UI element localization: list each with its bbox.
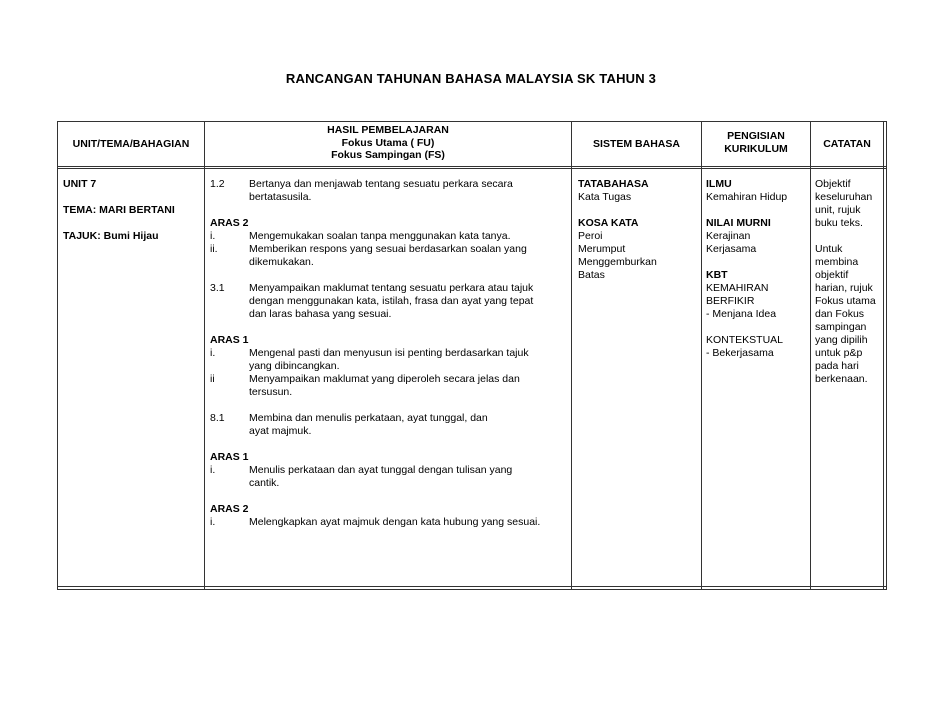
catatan-line: sampingan [815, 321, 867, 333]
hasil-line: i. Mengenal pasti dan menyusun isi penting berdasarkan tajuk [210, 347, 529, 359]
hasil-line: ii. Memberikan respons yang sesuai berdasarkan soalan yang [210, 243, 527, 255]
hasil-line: 8.1 Membina dan menulis perkataan, ayat tunggal, dan [210, 412, 488, 424]
kosa-kata-heading: KOSA KATA [578, 217, 639, 229]
column-divider [204, 122, 205, 589]
pengisian-column [706, 178, 810, 360]
catatan-line: Untuk [815, 243, 843, 255]
tatabahasa-heading: TATABAHASA [578, 178, 649, 190]
catatan-line: pada hari [815, 360, 859, 372]
bottom-border [58, 586, 886, 587]
hasil-line: ayat majmuk. [249, 425, 312, 437]
catatan-line: Fokus utama [815, 295, 876, 307]
pengisian-value: BERFIKIR [706, 295, 755, 307]
aras-heading: ARAS 2 [210, 503, 249, 515]
hasil-line: i. Melengkapkan ayat majmuk dengan kata hubung yang sesuai. [210, 516, 541, 528]
tajuk-row [63, 230, 203, 243]
catatan-line: Objektif [815, 178, 851, 190]
unit-label: UNIT 7 [63, 178, 97, 190]
catatan-line: objektif [815, 269, 849, 281]
pengisian-value: - Bekerjasama [706, 347, 774, 359]
pengisian-value: Kerjasama [706, 243, 757, 255]
column-divider [571, 122, 572, 589]
hasil-line: tersusun. [249, 386, 293, 398]
header-hasil [205, 124, 571, 162]
catatan-line: membina [815, 256, 859, 268]
hasil-line: 1.2 Bertanya dan menjawab tentang sesuatu perkara secara [210, 178, 513, 190]
header-sistem: SISTEM BAHASA [593, 138, 680, 150]
aras-heading: ARAS 1 [210, 334, 249, 346]
header-catatan: CATATAN [823, 138, 871, 150]
hasil-line: 3.1 Menyampaikan maklumat tentang sesuatu perkara atau tajuk [210, 282, 534, 294]
sistem-value: Merumput [578, 243, 626, 255]
aras-heading: ARAS 1 [210, 451, 249, 463]
pengisian-value: KEMAHIRAN [706, 282, 769, 294]
catatan-line: berkenaan. [815, 373, 868, 385]
hasil-line: cantik. [249, 477, 280, 489]
catatan-column [815, 178, 883, 386]
aras-heading: ARAS 2 [210, 217, 249, 229]
catatan-line: untuk p&p [815, 347, 863, 359]
tema-label: TEMA: MARI BERTANI [63, 204, 175, 216]
sistem-value: Peroi [578, 230, 603, 242]
yearly-plan-table [57, 121, 887, 590]
header-divider [58, 166, 886, 169]
header-pengisian [702, 130, 810, 155]
hasil-line: ii Menyampaikan maklumat yang diperoleh secara jelas dan [210, 373, 520, 385]
header-hasil-title: HASIL PEMBELAJARAN [327, 124, 449, 136]
catatan-line: yang dipilih [815, 334, 868, 346]
hasil-line: bertatasusila. [249, 191, 312, 203]
kontekstual-heading: KONTEKSTUAL [706, 334, 784, 346]
hasil-line: dengan menggunakan kata, istilah, frasa dan ayat yang tepat [249, 295, 534, 307]
hasil-line: dan laras bahasa yang sesuai. [249, 308, 392, 320]
tajuk-value: Bumi Hijau [103, 230, 159, 242]
pengisian-value: - Menjana Idea [706, 308, 777, 320]
catatan-line: unit, rujuk [815, 204, 861, 216]
tajuk-label: TAJUK: [63, 230, 101, 242]
document-title: RANCANGAN TAHUNAN BAHASA MALAYSIA SK TAHUN 3 [285, 71, 657, 86]
header-pengisian-l2: KURIKULUM [724, 142, 788, 155]
sistem-column [578, 178, 700, 282]
sistem-value: Batas [578, 269, 605, 281]
header-hasil-fu: Fokus Utama ( FU) [341, 136, 435, 149]
catatan-line: buku teks. [815, 217, 863, 229]
catatan-line: keseluruhan [815, 191, 873, 203]
hasil-line: i. Mengemukakan soalan tanpa menggunakan kata tanya. [210, 230, 511, 242]
sistem-value: Kata Tugas [578, 191, 632, 203]
pengisian-value: Kerajinan [706, 230, 751, 242]
hasil-line: dikemukakan. [249, 256, 314, 268]
column-divider [701, 122, 702, 589]
pengisian-value: Kemahiran Hidup [706, 191, 788, 203]
hasil-line: i. Menulis perkataan dan ayat tunggal dengan tulisan yang [210, 464, 513, 476]
catatan-line: harian, rujuk [815, 282, 873, 294]
nilai-murni-heading: NILAI MURNI [706, 217, 771, 229]
catatan-line: dan Fokus [815, 308, 865, 320]
hasil-line: yang dibincangkan. [249, 360, 340, 372]
column-divider [810, 122, 811, 589]
header-pengisian-l1: PENGISIAN [727, 130, 785, 142]
sistem-value: Menggemburkan [578, 256, 657, 268]
unit-column [63, 178, 203, 243]
header-hasil-fs: Fokus Sampingan (FS) [331, 149, 445, 161]
kbt-heading: KBT [706, 269, 728, 281]
column-divider [883, 122, 884, 589]
ilmu-heading: ILMU [706, 178, 732, 190]
header-unit: UNIT/TEMA/BAHAGIAN [72, 138, 190, 150]
hasil-column [210, 178, 570, 529]
